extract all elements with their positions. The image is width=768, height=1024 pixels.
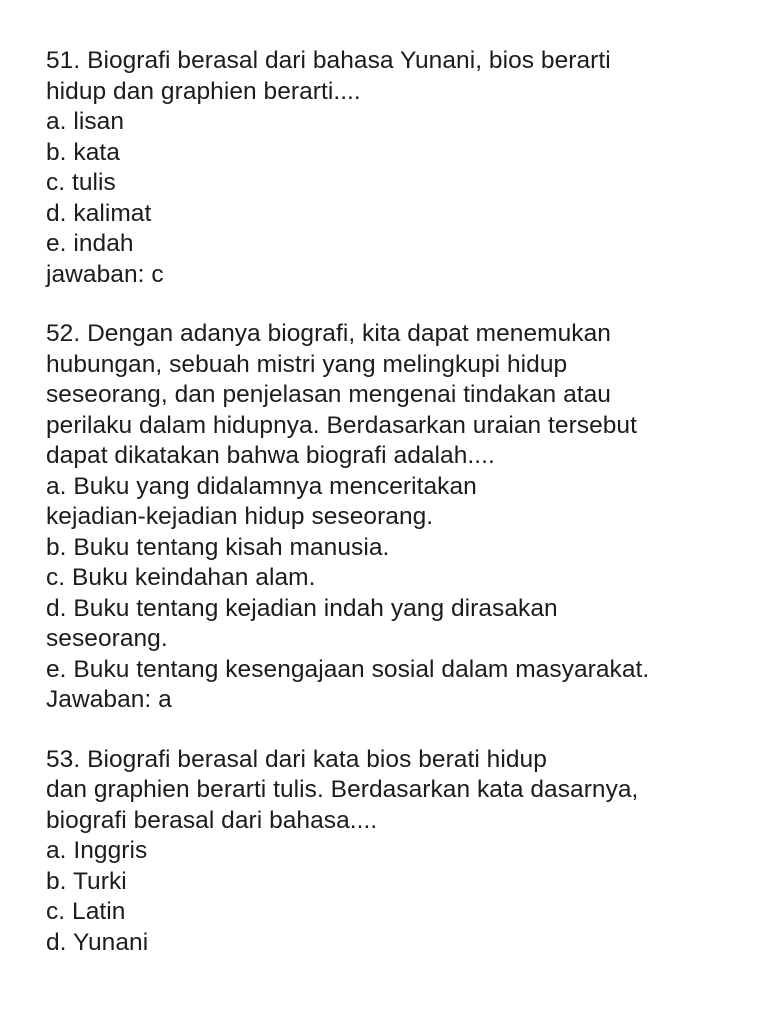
answer-option: a. lisan <box>46 108 125 135</box>
answer-option: b. Buku tentang kisah manusia. <box>46 533 390 561</box>
answer-option: d. Buku tentang kejadian indah yang dirasakan <box>46 594 558 622</box>
answer-option: a. Buku yang didalamnya menceritakan <box>46 472 477 500</box>
question-stem-line: hidup dan graphien berarti.... <box>46 77 361 105</box>
quiz-document <box>46 46 746 987</box>
answer-option: d. Yunani <box>46 928 149 956</box>
answer-option: c. Latin <box>46 898 126 925</box>
answer-option: e. Buku tentang kesengajaan sosial dalam masyarakat. <box>46 655 650 683</box>
question-stem-line: dapat dikatakan bahwa biografi adalah.... <box>46 442 495 469</box>
question-stem-line: 52. Dengan adanya biografi, kita dapat menemukan <box>46 320 611 347</box>
question-stem-line: dan graphien berarti tulis. Berdasarkan kata dasarnya, <box>46 776 639 803</box>
question-52 <box>46 319 746 716</box>
question-stem-line: seseorang, dan penjelasan mengenai tindakan atau <box>46 381 611 408</box>
answer-option: a. Inggris <box>46 837 148 864</box>
question-stem-line: hubungan, sebuah mistri yang melingkupi hidup <box>46 350 568 378</box>
question-51 <box>46 46 746 290</box>
answer-key: jawaban: c <box>46 260 164 288</box>
answer-option: c. tulis <box>46 169 116 196</box>
answer-option: seseorang. <box>46 625 168 652</box>
question-stem-line: 53. Biografi berasal dari kata bios berati hidup <box>46 745 547 773</box>
answer-option: kejadian-kejadian hidup seseorang. <box>46 503 434 530</box>
question-stem-line: perilaku dalam hidupnya. Berdasarkan uraian tersebut <box>46 411 637 439</box>
answer-option: b. Turki <box>46 867 127 895</box>
answer-key: Jawaban: a <box>46 686 172 713</box>
question-53 <box>46 745 746 959</box>
answer-option: e. indah <box>46 230 134 257</box>
answer-option: c. Buku keindahan alam. <box>46 564 316 591</box>
answer-option: d. kalimat <box>46 199 152 227</box>
question-stem-line: 51. Biografi berasal dari bahasa Yunani, bios berarti <box>46 47 611 74</box>
question-stem-line: biografi berasal dari bahasa.... <box>46 806 378 834</box>
answer-option: b. kata <box>46 138 120 166</box>
